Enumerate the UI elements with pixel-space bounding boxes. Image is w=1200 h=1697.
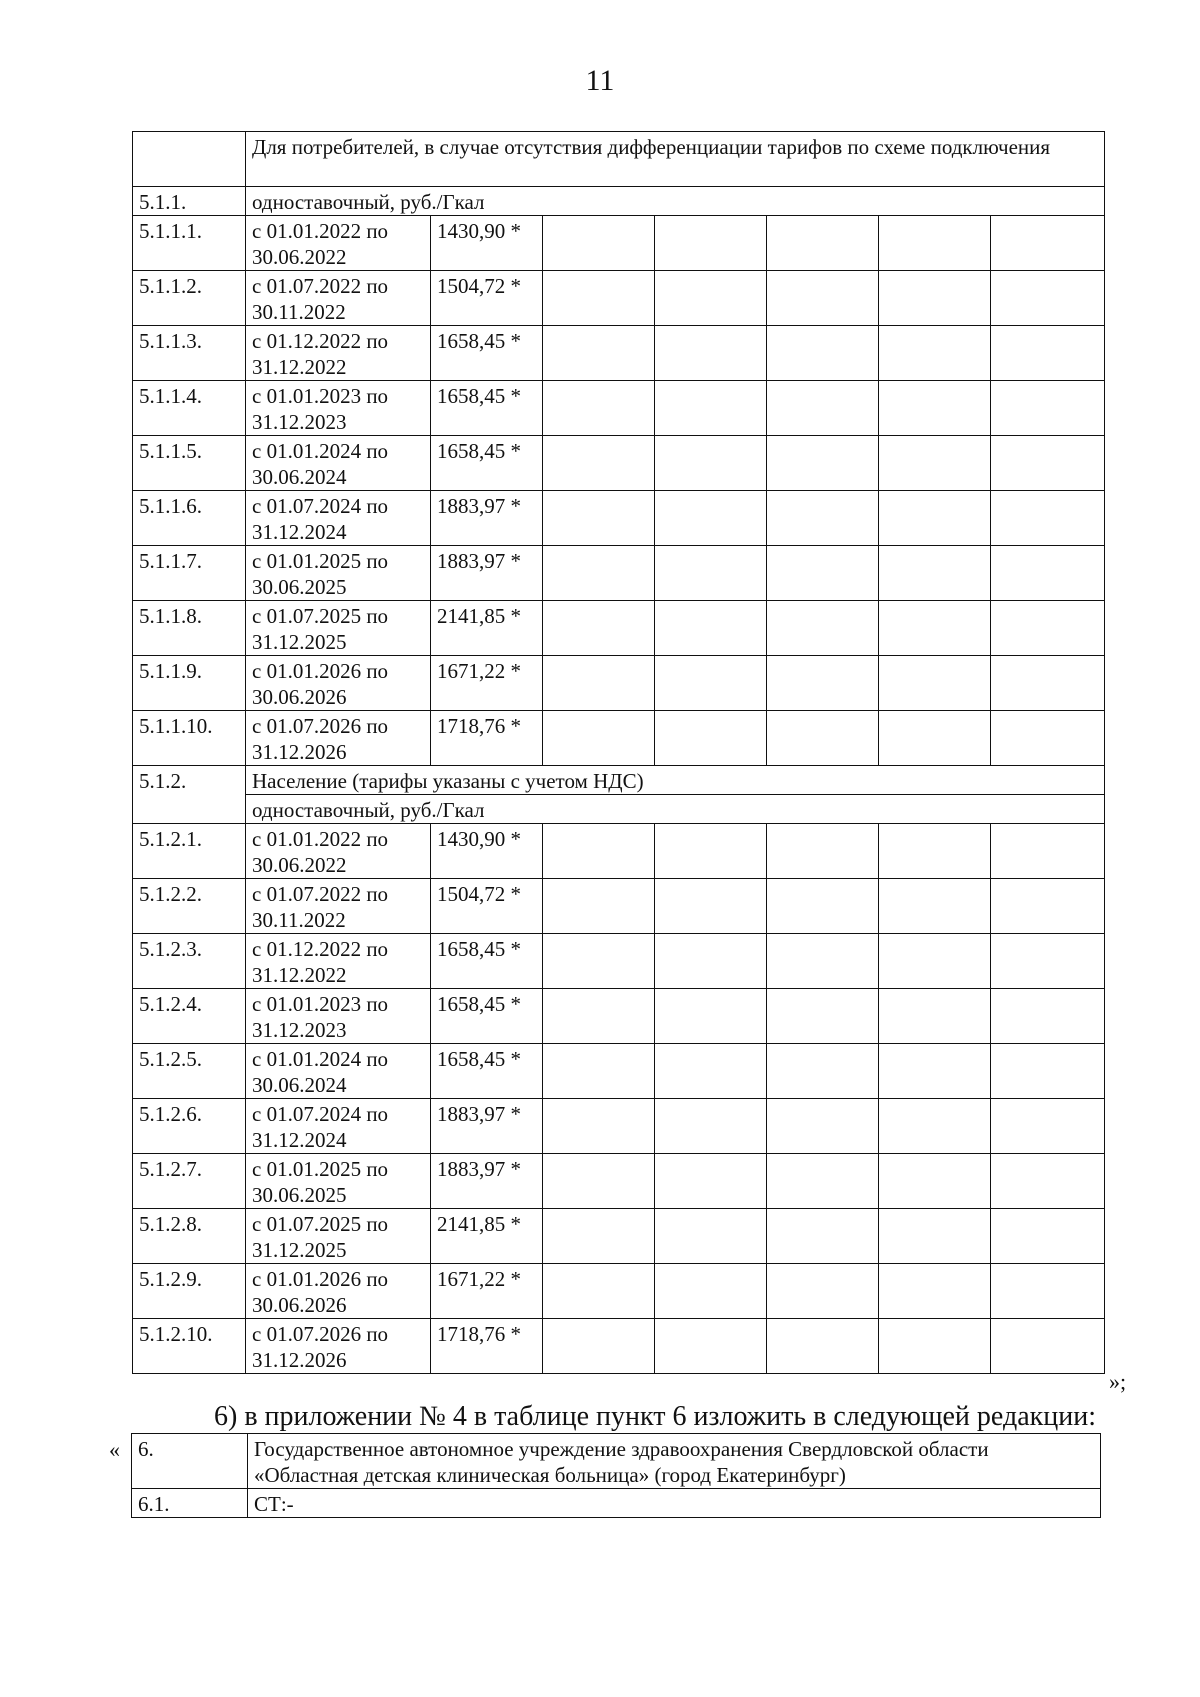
empty-cell: [543, 711, 655, 766]
period-cell: с 01.07.2024 по 31.12.2024: [246, 491, 431, 546]
period-cell: с 01.01.2026 по 30.06.2026: [246, 656, 431, 711]
row-number: 5.1.2.4.: [133, 989, 246, 1044]
empty-cell: [879, 381, 991, 436]
empty-cell: [655, 491, 767, 546]
row-number: 5.1.2.7.: [133, 1154, 246, 1209]
section-label: одноставочный, руб./Гкал: [246, 187, 1105, 216]
tariff-value: 1658,45 *: [431, 326, 543, 381]
row-number: 5.1.2.5.: [133, 1044, 246, 1099]
intro-number-cell: [133, 132, 246, 187]
empty-cell: [991, 1264, 1105, 1319]
tariff-row: [133, 989, 1105, 1044]
empty-cell: [879, 1319, 991, 1374]
tariff-row: [133, 546, 1105, 601]
empty-cell: [655, 989, 767, 1044]
tariff-row: [133, 1264, 1105, 1319]
empty-cell: [655, 1264, 767, 1319]
empty-cell: [879, 711, 991, 766]
tariff-row: [133, 656, 1105, 711]
tariff-row: [133, 436, 1105, 491]
empty-cell: [655, 546, 767, 601]
row-number: 5.1.2.8.: [133, 1209, 246, 1264]
tariff-row: [133, 824, 1105, 879]
empty-cell: [655, 1154, 767, 1209]
tariff-row: [133, 381, 1105, 436]
empty-cell: [879, 824, 991, 879]
tariff-value: 1430,90 *: [431, 824, 543, 879]
section-sublabel: одноставочный, руб./Гкал: [246, 795, 1105, 824]
empty-cell: [991, 216, 1105, 271]
empty-cell: [655, 326, 767, 381]
empty-cell: [655, 436, 767, 491]
period-cell: с 01.07.2022 по 30.11.2022: [246, 271, 431, 326]
empty-cell: [767, 546, 879, 601]
empty-cell: [767, 1099, 879, 1154]
empty-cell: [879, 656, 991, 711]
empty-cell: [767, 1154, 879, 1209]
empty-cell: [767, 711, 879, 766]
subrow-number: 6.1.: [132, 1489, 248, 1518]
empty-cell: [991, 601, 1105, 656]
section-511-row: [133, 187, 1105, 216]
tariff-value: 1718,76 *: [431, 1319, 543, 1374]
period-cell: с 01.01.2023 по 31.12.2023: [246, 381, 431, 436]
period-cell: с 01.01.2023 по 31.12.2023: [246, 989, 431, 1044]
period-cell: с 01.01.2025 по 30.06.2025: [246, 546, 431, 601]
empty-cell: [655, 934, 767, 989]
tariff-value: 1671,22 *: [431, 1264, 543, 1319]
tariff-row: [133, 1044, 1105, 1099]
empty-cell: [879, 1099, 991, 1154]
period-cell: с 01.01.2024 по 30.06.2024: [246, 436, 431, 491]
subrow-text: СТ:-: [248, 1489, 1101, 1518]
empty-cell: [543, 656, 655, 711]
empty-cell: [991, 1209, 1105, 1264]
tariff-row: [133, 1099, 1105, 1154]
empty-cell: [655, 824, 767, 879]
empty-cell: [543, 491, 655, 546]
tariff-row: [133, 216, 1105, 271]
tariff-value: 1671,22 *: [431, 656, 543, 711]
empty-cell: [655, 216, 767, 271]
empty-cell: [543, 601, 655, 656]
intro-row: [133, 132, 1105, 187]
tariff-value: 1883,97 *: [431, 546, 543, 601]
empty-cell: [543, 934, 655, 989]
tariff-row: [133, 879, 1105, 934]
empty-cell: [767, 491, 879, 546]
row-number: 5.1.1.3.: [133, 326, 246, 381]
institution-row: [132, 1434, 1101, 1489]
intro-text: Для потребителей, в случае отсутствия дифференциации тарифов по схеме подключения: [246, 132, 1105, 187]
empty-cell: [991, 711, 1105, 766]
tariff-row: [133, 601, 1105, 656]
empty-cell: [767, 824, 879, 879]
empty-cell: [991, 989, 1105, 1044]
empty-cell: [879, 436, 991, 491]
empty-cell: [767, 989, 879, 1044]
empty-cell: [655, 1099, 767, 1154]
tariff-value: 1430,90 *: [431, 216, 543, 271]
opening-quote-mark: «: [109, 1437, 120, 1462]
empty-cell: [543, 1209, 655, 1264]
period-cell: с 01.01.2025 по 30.06.2025: [246, 1154, 431, 1209]
row-number: 5.1.1.1.: [133, 216, 246, 271]
empty-cell: [543, 271, 655, 326]
empty-cell: [543, 1044, 655, 1099]
tariff-value: 1658,45 *: [431, 989, 543, 1044]
period-cell: с 01.07.2026 по 31.12.2026: [246, 1319, 431, 1374]
empty-cell: [879, 989, 991, 1044]
empty-cell: [767, 656, 879, 711]
empty-cell: [991, 1319, 1105, 1374]
section-512-subrow: [133, 795, 1105, 824]
period-cell: с 01.07.2024 по 31.12.2024: [246, 1099, 431, 1154]
section-number: 5.1.2.: [133, 766, 246, 824]
tariff-row: [133, 491, 1105, 546]
tariff-row: [133, 1209, 1105, 1264]
empty-cell: [767, 271, 879, 326]
empty-cell: [991, 1099, 1105, 1154]
closing-quote-mark: »;: [1109, 1369, 1127, 1394]
empty-cell: [991, 656, 1105, 711]
empty-cell: [543, 1099, 655, 1154]
empty-cell: [879, 546, 991, 601]
page-number: 11: [585, 64, 615, 97]
section-512-row: [133, 766, 1105, 795]
tariff-row: [133, 1154, 1105, 1209]
empty-cell: [879, 1264, 991, 1319]
empty-cell: [991, 491, 1105, 546]
empty-cell: [767, 934, 879, 989]
empty-cell: [879, 1044, 991, 1099]
empty-cell: [543, 381, 655, 436]
tariff-table: [132, 131, 1105, 1374]
empty-cell: [991, 824, 1105, 879]
institution-table: [131, 1433, 1101, 1518]
period-cell: с 01.07.2022 по 30.11.2022: [246, 879, 431, 934]
row-number: 5.1.1.6.: [133, 491, 246, 546]
tariff-value: 1658,45 *: [431, 436, 543, 491]
empty-cell: [655, 1209, 767, 1264]
empty-cell: [543, 824, 655, 879]
row-number: 5.1.1.2.: [133, 271, 246, 326]
row-number: 5.1.1.7.: [133, 546, 246, 601]
tariff-value: 2141,85 *: [431, 1209, 543, 1264]
row-number: 5.1.2.10.: [133, 1319, 246, 1374]
period-cell: с 01.01.2022 по 30.06.2022: [246, 216, 431, 271]
empty-cell: [655, 1319, 767, 1374]
row-number: 5.1.1.9.: [133, 656, 246, 711]
institution-number: 6.: [132, 1434, 248, 1489]
tariff-value: 1883,97 *: [431, 491, 543, 546]
empty-cell: [879, 934, 991, 989]
empty-cell: [543, 326, 655, 381]
tariff-value: 1504,72 *: [431, 271, 543, 326]
empty-cell: [655, 879, 767, 934]
row-number: 5.1.1.4.: [133, 381, 246, 436]
empty-cell: [991, 381, 1105, 436]
empty-cell: [655, 381, 767, 436]
empty-cell: [655, 656, 767, 711]
period-cell: с 01.01.2024 по 30.06.2024: [246, 1044, 431, 1099]
empty-cell: [767, 1209, 879, 1264]
empty-cell: [991, 546, 1105, 601]
row-number: 5.1.2.1.: [133, 824, 246, 879]
period-cell: с 01.01.2026 по 30.06.2026: [246, 1264, 431, 1319]
row-number: 5.1.1.5.: [133, 436, 246, 491]
empty-cell: [655, 601, 767, 656]
empty-cell: [543, 546, 655, 601]
row-number: 5.1.1.8.: [133, 601, 246, 656]
empty-cell: [543, 989, 655, 1044]
empty-cell: [879, 326, 991, 381]
empty-cell: [767, 216, 879, 271]
period-cell: с 01.01.2022 по 30.06.2022: [246, 824, 431, 879]
empty-cell: [991, 934, 1105, 989]
tariff-value: 1883,97 *: [431, 1154, 543, 1209]
period-cell: с 01.07.2025 по 31.12.2025: [246, 601, 431, 656]
section-number: 5.1.1.: [133, 187, 246, 216]
empty-cell: [543, 1154, 655, 1209]
empty-cell: [991, 879, 1105, 934]
empty-cell: [879, 216, 991, 271]
tariff-value: 1658,45 *: [431, 1044, 543, 1099]
empty-cell: [879, 879, 991, 934]
period-cell: с 01.12.2022 по 31.12.2022: [246, 326, 431, 381]
empty-cell: [655, 1044, 767, 1099]
tariff-row: [133, 934, 1105, 989]
empty-cell: [991, 271, 1105, 326]
empty-cell: [543, 436, 655, 491]
empty-cell: [879, 601, 991, 656]
row-number: 5.1.2.3.: [133, 934, 246, 989]
tariff-value: 1658,45 *: [431, 934, 543, 989]
period-cell: с 01.07.2025 по 31.12.2025: [246, 1209, 431, 1264]
empty-cell: [655, 711, 767, 766]
empty-cell: [767, 1319, 879, 1374]
tariff-value: 2141,85 *: [431, 601, 543, 656]
empty-cell: [767, 1264, 879, 1319]
tariff-row: [133, 271, 1105, 326]
tariff-row: [133, 326, 1105, 381]
empty-cell: [767, 879, 879, 934]
period-cell: с 01.07.2026 по 31.12.2026: [246, 711, 431, 766]
section-label: Население (тарифы указаны с учетом НДС): [246, 766, 1105, 795]
empty-cell: [879, 1154, 991, 1209]
empty-cell: [655, 271, 767, 326]
empty-cell: [879, 1209, 991, 1264]
empty-cell: [543, 1264, 655, 1319]
amendment-text: 6) в приложении № 4 в таблице пункт 6 изложить в следующей редакции:: [214, 1401, 1096, 1432]
tariff-value: 1658,45 *: [431, 381, 543, 436]
institution-subrow: [132, 1489, 1101, 1518]
empty-cell: [767, 601, 879, 656]
row-number: 5.1.2.6.: [133, 1099, 246, 1154]
row-number: 5.1.2.2.: [133, 879, 246, 934]
tariff-row: [133, 711, 1105, 766]
empty-cell: [767, 326, 879, 381]
period-cell: с 01.12.2022 по 31.12.2022: [246, 934, 431, 989]
institution-name: Государственное автономное учреждение здравоохранения Свердловской области «Областная детская клиническая больница» (город Екатеринбург): [248, 1434, 1101, 1489]
tariff-value: 1504,72 *: [431, 879, 543, 934]
empty-cell: [767, 436, 879, 491]
empty-cell: [879, 491, 991, 546]
empty-cell: [543, 216, 655, 271]
empty-cell: [543, 1319, 655, 1374]
empty-cell: [991, 1154, 1105, 1209]
empty-cell: [991, 1044, 1105, 1099]
empty-cell: [991, 326, 1105, 381]
empty-cell: [879, 271, 991, 326]
empty-cell: [767, 1044, 879, 1099]
empty-cell: [543, 879, 655, 934]
empty-cell: [767, 381, 879, 436]
tariff-row: [133, 1319, 1105, 1374]
tariff-value: 1883,97 *: [431, 1099, 543, 1154]
row-number: 5.1.2.9.: [133, 1264, 246, 1319]
tariff-value: 1718,76 *: [431, 711, 543, 766]
empty-cell: [991, 436, 1105, 491]
row-number: 5.1.1.10.: [133, 711, 246, 766]
